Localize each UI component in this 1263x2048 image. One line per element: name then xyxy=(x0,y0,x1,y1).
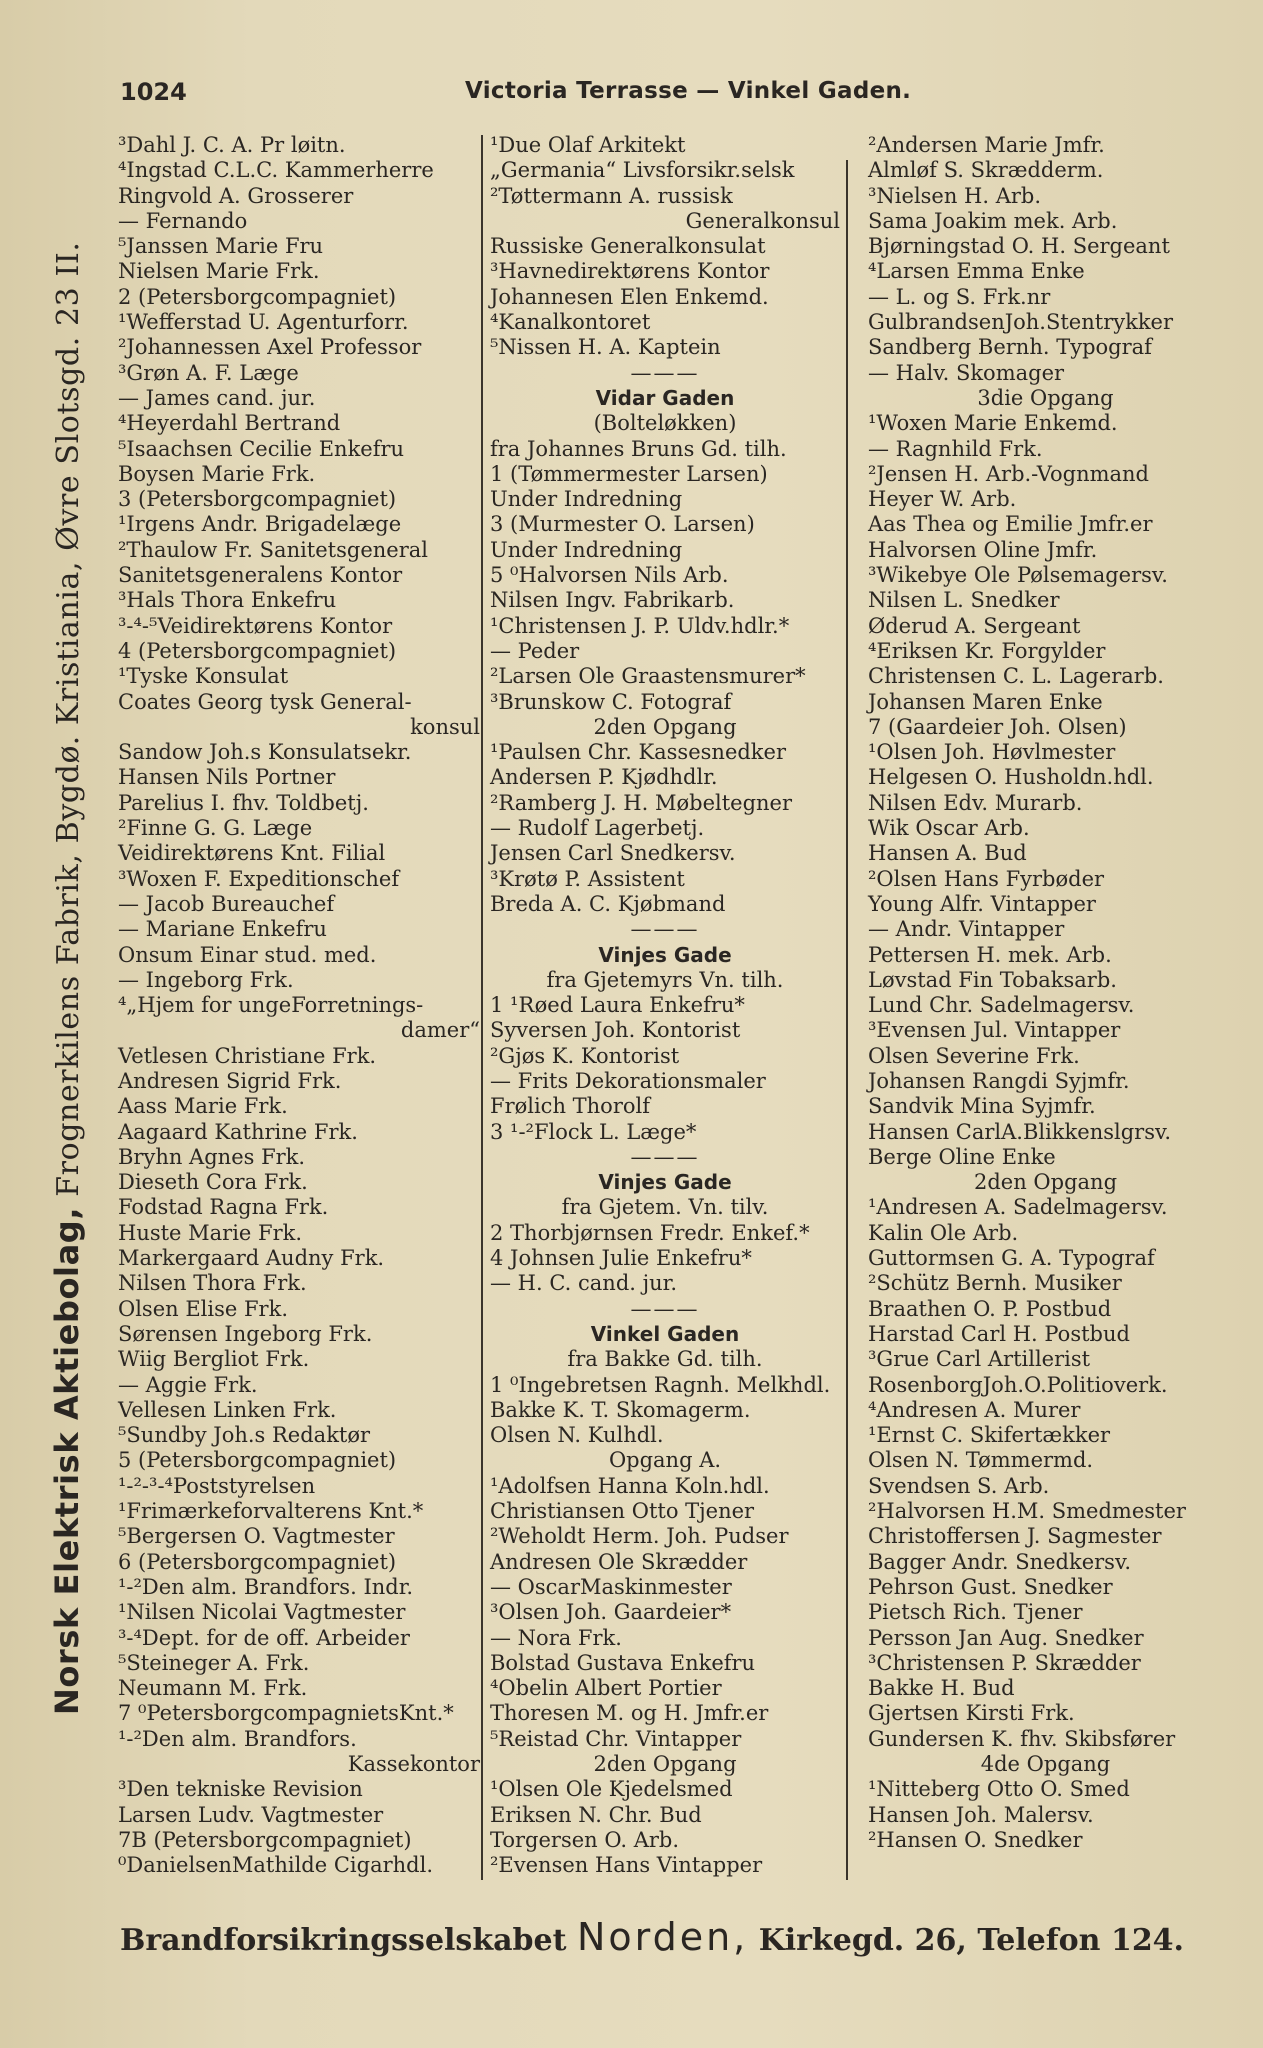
directory-entry: — Halv. Skomager xyxy=(868,360,1065,385)
column-divider-left xyxy=(481,135,483,1880)
directory-entry: ³Grue Carl Artillerist xyxy=(868,1347,1091,1372)
directory-entry: Øderud A. Sergeant xyxy=(868,613,1081,638)
section-label: fra Gjetemyrs Vn. tilh. xyxy=(546,967,784,992)
column-divider-right xyxy=(846,160,848,1880)
directory-entry: ²Tøttermann A. russisk xyxy=(490,183,733,208)
directory-entry: Nilsen Ingv. Fabrikarb. xyxy=(490,588,735,613)
directory-entry: — OscarMaskinmester xyxy=(490,1574,732,1599)
footer-address: Kirkegd. 26, Telefon 124. xyxy=(758,1923,1185,1958)
street-heading: Vinjes Gade xyxy=(598,942,732,967)
directory-entry: Fodstad Ragna Frk. xyxy=(118,1195,329,1220)
directory-entry: Under Indredning xyxy=(490,487,683,512)
directory-entry: Andresen Sigrid Frk. xyxy=(118,1068,342,1093)
directory-entry: Parelius I. fhv. Toldbetj. xyxy=(118,790,369,815)
directory-entry: — H. C. cand. jur. xyxy=(490,1271,678,1296)
directory-entry: ²Finne G. G. Læge xyxy=(118,816,313,841)
directory-entry: Vellesen Linken Frk. xyxy=(118,1397,337,1422)
directory-entry: Aagaard Kathrine Frk. xyxy=(118,1119,358,1144)
directory-entry: Johannesen Elen Enkemd. xyxy=(490,284,769,309)
directory-entry: Pehrson Gust. Snedker xyxy=(868,1574,1113,1599)
directory-entry: — Rudolf Lagerbetj. xyxy=(490,816,705,841)
directory-entry: Almløf S. Skrædderm. xyxy=(868,158,1104,183)
directory-entry: Gjertsen Kirsti Frk. xyxy=(868,1701,1075,1726)
directory-entry: ¹Woxen Marie Enkemd. xyxy=(868,411,1118,436)
directory-entry: ³Hals Thora Enkefru xyxy=(118,588,337,613)
directory-entry: Wiig Bergliot Frk. xyxy=(118,1347,310,1372)
directory-entry: Christiansen Otto Tjener xyxy=(490,1499,755,1524)
directory-entry: ³Nielsen H. Arb. xyxy=(868,183,1042,208)
directory-entry: ⁴Heyerdahl Bertrand xyxy=(118,411,341,436)
directory-entry: Aass Marie Frk. xyxy=(118,1094,288,1119)
directory-entry: ²Halvorsen H.M. Smedmester xyxy=(868,1499,1186,1524)
directory-entry: 1 ¹Røed Laura Enkefru* xyxy=(490,993,745,1018)
directory-entry: ³Woxen F. Expeditionschef xyxy=(118,866,400,891)
directory-entry: Bryhn Agnes Frk. xyxy=(118,1144,306,1169)
directory-entry: ²Gjøs K. Kontorist xyxy=(490,1043,680,1068)
directory-entry: Bagger Andr. Snedkersv. xyxy=(868,1549,1131,1574)
directory-entry: Berge Oline Enke xyxy=(868,1144,1056,1169)
directory-entry: Vetlesen Christiane Frk. xyxy=(118,1043,377,1068)
directory-entry: ⁵Steineger A. Frk. xyxy=(118,1650,310,1675)
directory-entry: Johansen Rangdi Syjmfr. xyxy=(868,1068,1130,1093)
directory-column-3 xyxy=(868,133,1223,1853)
directory-entry: Bakke K. T. Skomagerm. xyxy=(490,1397,751,1422)
directory-entry: Huste Marie Frk. xyxy=(118,1220,303,1245)
directory-entry: Kalin Ole Arb. xyxy=(868,1220,1019,1245)
side-ad-company: Norsk Elektrisk Aktiebolag, xyxy=(48,1206,86,1715)
directory-entry: ⁵Nissen H. A. Kaptein xyxy=(490,335,721,360)
directory-entry: Under Indredning xyxy=(490,537,683,562)
directory-entry: Syversen Joh. Kontorist xyxy=(490,1018,741,1043)
directory-entry: RosenborgJoh.O.Politioverk. xyxy=(868,1372,1168,1397)
directory-entry: Heyer W. Arb. xyxy=(868,487,1017,512)
directory-entry: ³-⁴Dept. for de off. Arbeider xyxy=(118,1625,410,1650)
directory-entry: ⁵Sundby Joh.s Redaktør xyxy=(118,1423,371,1448)
directory-entry: ⁵Bergersen O. Vagtmester xyxy=(118,1524,395,1549)
section-label: fra Bakke Gd. tilh. xyxy=(567,1347,763,1372)
directory-entry: ⁴Eriksen Kr. Forgylder xyxy=(868,638,1106,663)
section-divider: ——— xyxy=(630,360,700,385)
directory-entry: — Ragnhild Frk. xyxy=(868,436,1043,461)
directory-entry: ³Grøn A. F. Læge xyxy=(118,360,299,385)
directory-entry: Persson Jan Aug. Snedker xyxy=(868,1625,1144,1650)
directory-entry: ¹Christensen J. P. Uldv.hdlr.* xyxy=(490,613,790,638)
directory-entry: — L. og S. Frk.nr xyxy=(868,284,1051,309)
directory-entry: ¹Tyske Konsulat xyxy=(118,664,289,689)
directory-entry: Hansen CarlA.Blikkenslgrsv. xyxy=(868,1119,1172,1144)
directory-entry: Frølich Thorolf xyxy=(490,1094,650,1119)
directory-entry: ⁴Ingstad C.L.C. Kammerherre xyxy=(118,158,434,183)
directory-entry: ⁴Obelin Albert Portier xyxy=(490,1676,722,1701)
street-heading: Vidar Gaden xyxy=(595,385,735,410)
directory-entry: 3 (Murmester O. Larsen) xyxy=(490,512,755,537)
directory-entry: „Germania“ Livsforsikr.selsk xyxy=(490,158,795,183)
side-advertisement xyxy=(48,241,86,1715)
directory-entry: Sandberg Bernh. Typograf xyxy=(868,335,1152,360)
directory-entry: Hansen Nils Portner xyxy=(118,765,336,790)
directory-entry: Onsum Einar stud. med. xyxy=(118,942,377,967)
directory-entry: Russiske Generalkonsulat xyxy=(490,234,766,259)
directory-entry: ¹Due Olaf Arkitekt xyxy=(490,133,686,157)
directory-entry: ²Evensen Hans Vintapper xyxy=(490,1853,763,1878)
directory-entry: ¹Wefferstad U. Agenturforr. xyxy=(118,310,409,335)
directory-entry: Gundersen K. fhv. Skibsfører xyxy=(868,1726,1176,1751)
directory-entry: 7 ⁰PetersborgcompagnietsKnt.* xyxy=(118,1701,454,1726)
directory-entry: — Mariane Enkefru xyxy=(118,917,327,942)
directory-entry: — Frits Dekorationsmaler xyxy=(490,1068,766,1093)
directory-entry: 5 ⁰Halvorsen Nils Arb. xyxy=(490,563,729,588)
directory-entry: Lund Chr. Sadelmagersv. xyxy=(868,993,1135,1018)
directory-entry: ³Krøtø P. Assistent xyxy=(490,866,685,891)
directory-entry: ²Larsen Ole Graastensmurer* xyxy=(490,664,806,689)
directory-entry: ³Olsen Joh. Gaardeier* xyxy=(490,1600,732,1625)
directory-entry: Wik Oscar Arb. xyxy=(868,816,1030,841)
directory-entry: ²Schütz Bernh. Musiker xyxy=(868,1271,1122,1296)
directory-entry: ¹-²Den alm. Brandfors. Indr. xyxy=(118,1574,414,1599)
directory-entry: — Ingeborg Frk. xyxy=(118,967,294,992)
directory-entry: ³Den tekniske Revision xyxy=(118,1777,363,1802)
directory-entry: Neumann M. Frk. xyxy=(118,1676,308,1701)
directory-entry: 7B (Petersborgcompagniet) xyxy=(118,1827,412,1852)
directory-entry: Sørensen Ingeborg Frk. xyxy=(118,1321,373,1346)
street-heading: Vinkel Gaden xyxy=(590,1321,740,1346)
directory-entry: ¹-²Den alm. Brandfors. xyxy=(118,1726,357,1751)
directory-entry: ³Havnedirektørens Kontor xyxy=(490,259,770,284)
directory-entry: ²Weholdt Herm. Joh. Pudser xyxy=(490,1524,789,1549)
directory-entry: Svendsen S. Arb. xyxy=(868,1473,1050,1498)
directory-entry: 2 (Petersborgcompagniet) xyxy=(118,284,397,309)
directory-entry: Dieseth Cora Frk. xyxy=(118,1170,308,1195)
directory-entry: Eriksen N. Chr. Bud xyxy=(490,1802,702,1827)
directory-entry: Hansen A. Bud xyxy=(868,841,1027,866)
directory-entry: ¹Andresen A. Sadelmagersv. xyxy=(868,1195,1168,1220)
directory-entry: — James cand. jur. xyxy=(118,385,316,410)
directory-entry: Hansen Joh. Malersv. xyxy=(868,1802,1094,1827)
running-title: Victoria Terrasse — Vinkel Gaden. xyxy=(465,78,912,104)
directory-entry: Boysen Marie Frk. xyxy=(118,461,316,486)
footer-company: Brandforsikringsselskabet xyxy=(120,1923,567,1958)
directory-entry: Pietsch Rich. Tjener xyxy=(868,1600,1083,1625)
directory-entry: ³Wikebye Ole Pølsemagersv. xyxy=(868,563,1168,588)
directory-entry: ³Dahl J. C. A. Pr løitn. xyxy=(118,133,346,157)
directory-entry: ²Johannessen Axel Professor xyxy=(118,335,422,360)
directory-entry: ²Andersen Marie Jmfr. xyxy=(868,133,1105,157)
directory-entry: ¹Olsen Ole Kjedelsmed xyxy=(490,1777,733,1802)
section-divider: ——— xyxy=(630,1144,700,1169)
footer-brand: Norden, xyxy=(576,1915,749,1959)
directory-entry: Andresen Ole Skrædder xyxy=(490,1549,748,1574)
section-label: 2den Opgang xyxy=(593,714,737,739)
directory-entry: — Peder xyxy=(490,638,580,663)
page-header xyxy=(120,78,1230,118)
directory-column-2 xyxy=(490,133,840,1878)
section-label: 2den Opgang xyxy=(973,1170,1118,1195)
directory-entry: Olsen Elise Frk. xyxy=(118,1296,288,1321)
directory-entry: ⁵Reistad Chr. Vintapper xyxy=(490,1726,742,1751)
directory-entry: 2 Thorbjørnsen Fredr. Enkef.* xyxy=(490,1220,810,1245)
directory-entry: Bakke H. Bud xyxy=(868,1676,1015,1701)
directory-entry: — Aggie Frk. xyxy=(118,1372,258,1397)
directory-entry: Harstad Carl H. Postbud xyxy=(868,1321,1130,1346)
directory-entry: 4 Johnsen Julie Enkefru* xyxy=(490,1246,752,1271)
directory-entry: fra Johannes Bruns Gd. tilh. xyxy=(490,436,787,461)
directory-entry: Coates Georg tysk General- xyxy=(118,689,412,714)
directory-entry: Aas Thea og Emilie Jmfr.er xyxy=(868,512,1153,537)
section-label: Opgang A. xyxy=(608,1448,722,1473)
directory-entry: Guttormsen G. A. Typograf xyxy=(868,1246,1155,1271)
directory-entry: ³Christensen P. Skrædder xyxy=(868,1650,1141,1675)
section-label: (Bolteløkken) xyxy=(593,411,737,436)
directory-entry: ¹Frimærkeforvalterens Knt.* xyxy=(118,1499,424,1524)
directory-entry: ¹Paulsen Chr. Kassesnedker xyxy=(490,740,786,765)
directory-entry: — Andr. Vintapper xyxy=(868,917,1065,942)
directory-entry: 7 (Gaardeier Joh. Olsen) xyxy=(868,714,1127,739)
directory-entry: — Fernando xyxy=(118,208,248,233)
directory-entry: ¹Adolfsen Hanna Koln.hdl. xyxy=(490,1473,770,1498)
directory-entry: Sama Joakim mek. Arb. xyxy=(868,208,1118,233)
directory-entry: Nielsen Marie Frk. xyxy=(118,259,320,284)
directory-entry: ⁴Andresen A. Murer xyxy=(868,1397,1081,1422)
section-label: 3die Opgang xyxy=(977,385,1114,410)
directory-entry: damer“ xyxy=(400,1018,480,1043)
directory-entry: Johansen Maren Enke xyxy=(868,689,1103,714)
section-divider: ——— xyxy=(630,917,700,942)
directory-entry: Olsen N. Kulhdl. xyxy=(490,1423,664,1448)
directory-entry: Sanitetsgeneralens Kontor xyxy=(118,563,403,588)
directory-entry: ³-⁴-⁵Veidirektørens Kontor xyxy=(118,613,393,638)
directory-entry: Nilsen Thora Frk. xyxy=(118,1271,307,1296)
directory-entry: ²Olsen Hans Fyrbøder xyxy=(868,866,1105,891)
directory-entry: 1 ⁰Ingebretsen Ragnh. Melkhdl. xyxy=(490,1372,831,1397)
section-label: 2den Opgang xyxy=(593,1752,737,1776)
directory-entry: Andersen P. Kjødhdlr. xyxy=(490,765,718,790)
directory-entry: ⁴„Hjem for ungeForretnings- xyxy=(118,993,424,1018)
directory-entry: — Nora Frk. xyxy=(490,1625,622,1650)
directory-entry: Generalkonsul xyxy=(685,208,840,233)
directory-entry: Olsen Severine Frk. xyxy=(868,1043,1080,1068)
directory-entry: ²Hansen O. Snedker xyxy=(868,1827,1083,1852)
directory-entry: Bjørningstad O. H. Sergeant xyxy=(868,234,1170,259)
directory-entry: Jensen Carl Snedkersv. xyxy=(490,841,736,866)
directory-entry: GulbrandsenJoh.Stentrykker xyxy=(868,310,1174,335)
directory-entry: Bolstad Gustava Enkefru xyxy=(490,1650,756,1675)
directory-entry: Torgersen O. Arb. xyxy=(490,1827,680,1852)
section-divider: ——— xyxy=(630,1296,700,1321)
directory-entry: — Jacob Bureauchef xyxy=(118,891,335,916)
directory-entry: ⁴Larsen Emma Enke xyxy=(868,259,1085,284)
directory-entry: ²Thaulow Fr. Sanitetsgeneral xyxy=(118,537,428,562)
section-label: 4de Opgang xyxy=(980,1752,1111,1776)
directory-entry: Nilsen L. Snedker xyxy=(868,588,1060,613)
directory-entry: ⁵Janssen Marie Fru xyxy=(118,234,324,259)
street-heading: Vinjes Gade xyxy=(598,1170,732,1195)
directory-entry: Christensen C. L. Lagerarb. xyxy=(868,664,1164,689)
directory-entry: Christoffersen J. Sagmester xyxy=(868,1524,1162,1549)
directory-entry: Sandow Joh.s Konsulatsekr. xyxy=(118,740,412,765)
directory-column-1 xyxy=(118,133,480,1878)
directory-entry: 3 ¹-²Flock L. Læge* xyxy=(490,1119,697,1144)
page-number: 1024 xyxy=(120,78,187,106)
directory-entry: Pettersen H. mek. Arb. xyxy=(868,942,1112,967)
directory-entry: Young Alfr. Vintapper xyxy=(868,891,1096,916)
directory-entry: ²Ramberg J. H. Møbeltegner xyxy=(490,790,793,815)
directory-entry: Løvstad Fin Tobaksarb. xyxy=(868,967,1117,992)
directory-entry: ⁵Isaachsen Cecilie Enkefru xyxy=(118,436,405,461)
directory-entry: 5 (Petersborgcompagniet) xyxy=(118,1448,397,1473)
directory-entry: ⁴Kanalkontoret xyxy=(490,310,651,335)
section-label: fra Gjetem. Vn. tilv. xyxy=(561,1195,769,1220)
directory-entry: 3 (Petersborgcompagniet) xyxy=(118,487,397,512)
directory-entry: Olsen N. Tømmermd. xyxy=(868,1448,1094,1473)
directory-entry: 4 (Petersborgcompagniet) xyxy=(118,638,397,663)
directory-entry: Kassekontor xyxy=(347,1752,480,1776)
directory-entry: ¹Olsen Joh. Høvlmester xyxy=(868,740,1116,765)
directory-entry: Larsen Ludv. Vagtmester xyxy=(118,1802,384,1827)
directory-entry: ⁰DanielsenMathilde Cigarhdl. xyxy=(118,1853,433,1878)
directory-entry: Braathen O. P. Postbud xyxy=(868,1296,1112,1321)
footer-advertisement xyxy=(120,1915,1210,1959)
directory-entry: Helgesen O. Husholdn.hdl. xyxy=(868,765,1154,790)
directory-entry: Ringvold A. Grosserer xyxy=(118,183,354,208)
directory-entry: Veidirektørens Knt. Filial xyxy=(118,841,386,866)
directory-entry: Halvorsen Oline Jmfr. xyxy=(868,537,1098,562)
directory-entry: konsul xyxy=(410,714,480,739)
directory-entry: Sandvik Mina Syjmfr. xyxy=(868,1094,1096,1119)
directory-entry: 6 (Petersborgcompagniet) xyxy=(118,1549,397,1574)
directory-entry: Breda A. C. Kjøbmand xyxy=(490,891,726,916)
directory-entry: ³Brunskow C. Fotograf xyxy=(490,689,732,714)
directory-entry: ¹Nilsen Nicolai Vagtmester xyxy=(118,1600,406,1625)
directory-entry: 1 (Tømmermester Larsen) xyxy=(490,461,768,486)
directory-entry: ¹Irgens Andr. Brigadelæge xyxy=(118,512,402,537)
directory-entry: ²Jensen H. Arb.-Vognmand xyxy=(868,461,1149,486)
directory-entry: Thoresen M. og H. Jmfr.er xyxy=(490,1701,769,1726)
directory-entry: ¹-²-³-⁴Poststyrelsen xyxy=(118,1473,316,1498)
side-ad-address: Frognerkilens Fabrik, Bygdø. Kristiania, Øvre Slotsgd. 23 II. xyxy=(51,241,86,1207)
directory-entry: ¹Nitteberg Otto O. Smed xyxy=(868,1777,1130,1802)
directory-entry: Nilsen Edv. Murarb. xyxy=(868,790,1083,815)
directory-entry: Markergaard Audny Frk. xyxy=(118,1246,385,1271)
directory-entry: ¹Ernst C. Skifertækker xyxy=(868,1423,1111,1448)
directory-entry: ³Evensen Jul. Vintapper xyxy=(868,1018,1121,1043)
